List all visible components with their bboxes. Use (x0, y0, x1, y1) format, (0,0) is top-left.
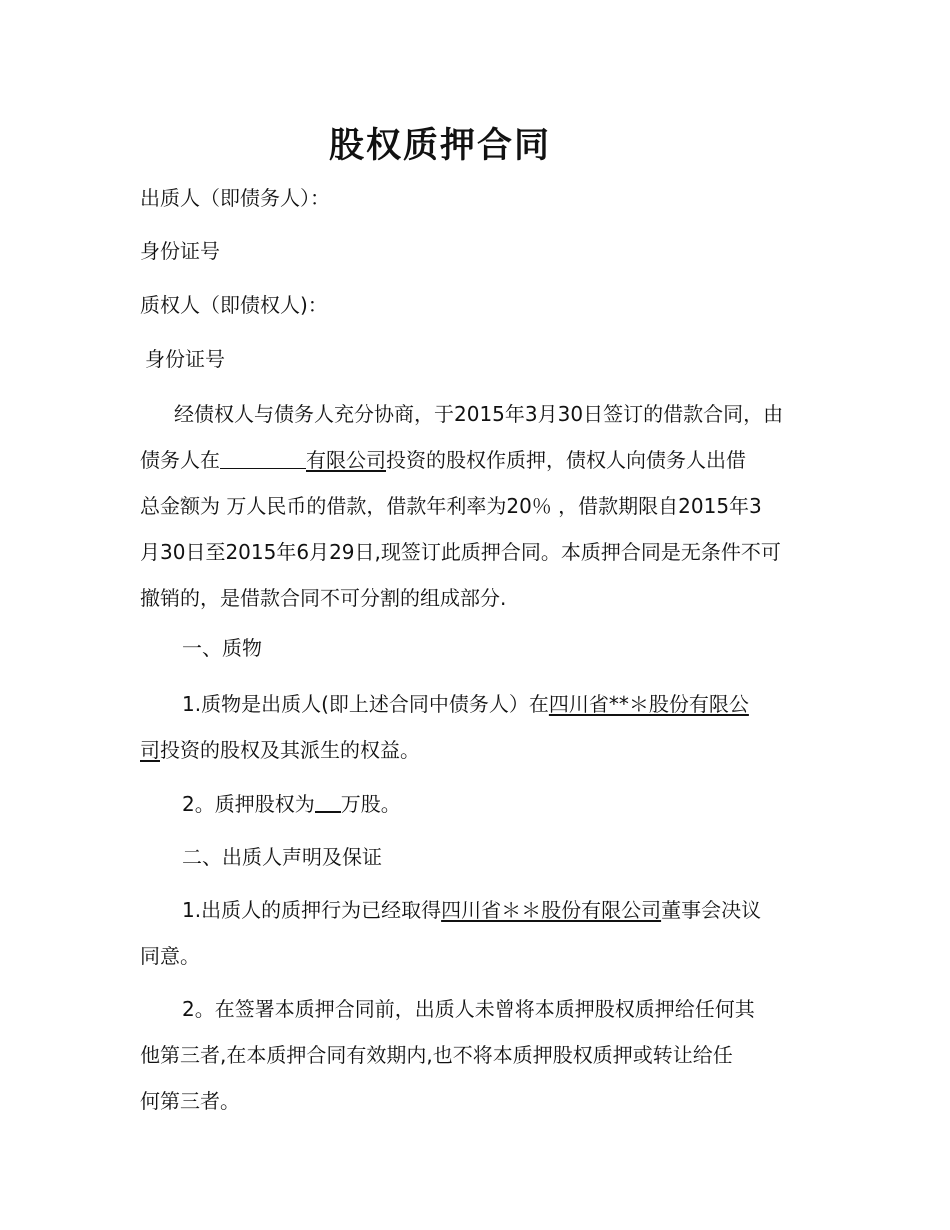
intro-line-1: 经债权人与债务人充分协商，于2015年3月30日签订的借款合同，由 (174, 402, 784, 426)
section-2-item-1-line-2: 同意。 (140, 944, 200, 968)
pledgor-label: 出质人（即债务人）： (140, 186, 330, 210)
section-1-item-2 (182, 789, 401, 818)
section-1-item-2-text-a: 2。质押股权为 (182, 792, 315, 816)
section-1-item-1-line-2 (140, 736, 420, 764)
section-1-company-part-b: 司 (140, 738, 160, 762)
section-2-item-1-text-a: 1.出质人的质押行为已经取得 (182, 898, 442, 922)
section-2-company-name: 四川省＊＊股份有限公司 (441, 898, 662, 922)
section-2-item-2-line-1: 2。在签署本质押合同前，出质人未曾将本质押股权质押给任何其 (182, 997, 755, 1021)
section-2-heading: 二、出质人声明及保证 (182, 845, 382, 869)
document-title: 股权质押合同 (328, 125, 551, 166)
section-1-item-1-text-b: 投资的股权及其派生的权益。 (160, 738, 420, 762)
intro-line-3: 总金额为 万人民币的借款，借款年利率为20％ ，借款期限自2015年3 (140, 494, 762, 518)
section-1-company-part-a: 四川省**＊股份有限公 (548, 692, 749, 716)
fill-in-blank (315, 789, 341, 813)
section-1-item-2-text-b: 万股。 (340, 792, 401, 816)
intro-company-name: 有限公司 (306, 448, 386, 472)
intro-line-2 (140, 446, 746, 474)
pledgee-id-label: 身份证号 (145, 347, 225, 371)
section-2-item-2-line-2: 他第三者,在本质押合同有效期内,也不将本质押股权质押或转让给任 (140, 1043, 733, 1067)
pledgor-id-label: 身份证号 (140, 239, 220, 263)
fill-in-blank (220, 446, 306, 469)
pledgee-label: 质权人（即债权人)： (140, 293, 328, 317)
intro-line-2-text-a: 债务人在 (140, 448, 220, 472)
intro-line-2-text-b: 投资的股权作质押，债权人向债务人出借 (386, 448, 746, 472)
section-1-item-1-line-1 (182, 690, 749, 718)
section-1-item-1-text-a: 1.质物是出质人(即上述合同中债务人）在 (182, 692, 549, 716)
section-1-heading: 一、质物 (182, 636, 262, 660)
section-2-item-1-line-1 (182, 896, 761, 924)
section-2-item-1-text-b: 董事会决议 (661, 898, 762, 922)
section-2-item-2-line-3: 何第三者。 (140, 1089, 240, 1113)
intro-line-4: 月30日至2015年6月29日,现签订此质押合同。本质押合同是无条件不可 (140, 540, 781, 564)
intro-line-5: 撤销的，是借款合同不可分割的组成部分. (140, 586, 507, 610)
